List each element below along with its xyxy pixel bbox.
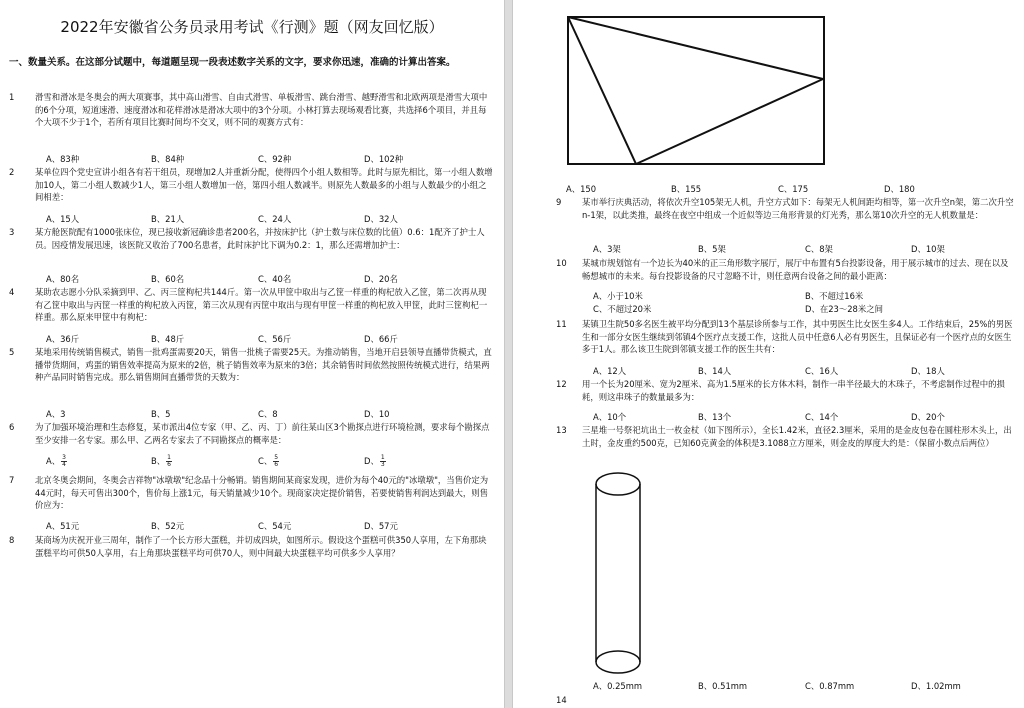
option-d: D、1.02mm [911, 681, 961, 691]
question-number: 9 [556, 197, 562, 207]
question-text: 某城市规划馆有一个边长为40米的正三角形数字展厅，展厅中布置有5台投影设备，用于展示城市的过去、现在以及畅想城市的未来。每台投影设备的尺寸忽略不计，则任意两台设备之间的最小距离： [582, 258, 1009, 281]
option-d: D、57元 [364, 521, 398, 531]
question-number: 1 [9, 92, 15, 102]
option-b: B、84种 [151, 154, 185, 164]
option-b: B、60名 [151, 274, 185, 284]
option-a: A、3 [46, 409, 66, 419]
option-a: A、10个 [593, 412, 627, 422]
fraction-d: $\frac{1}{3}$ [380, 454, 385, 468]
question-text: 某单位四个党史宣讲小组各有若干组员，现增加2人并重新分配，使得四个小组人数相等。此时与原先相比，第一小组人数增加10人，第二小组人数减少1人，第三小组人数增加一倍，第四小组人数减半。则原先人数最多的小组与人数最少的小组之间相差： [35, 167, 493, 202]
question-5 [9, 346, 493, 384]
question-text: 某市举行庆典活动，将依次升空105架无人机，升空方式如下：每架无人机间距均相等，第一次升空n架，第二次升空n-1架，以此类推，最终在夜空中组成一个近似等边三角形背景的灯光秀，那么第10次升空的无人机数量是： [582, 197, 1014, 220]
question-text: 用一个长为20厘米、宽为2厘米、高为1.5厘米的长方体木料，制作一串半径最大的木珠子，不考虑制作过程中的损耗，则这串珠子的数量最多为： [582, 379, 1005, 402]
option-c: C、175 [778, 184, 809, 194]
right-page [513, 0, 1024, 708]
option-b: B、155 [671, 184, 702, 194]
question-text: 三星堆一号祭祀坑出土一枚金杖（如下图所示），全长1.42米，直径2.3厘米，采用的是金皮包卷在圆柱形木头上，出土时，金皮重约500克，已知60克黄金的体积是3.1088立方厘米，则金皮的厚度大约是：（保留小数点后两位） [582, 425, 1012, 448]
option-c: C、8 [258, 409, 278, 419]
question-text: 某商场为庆祝开业三周年，制作了一个长方形大蛋糕，并切成四块，如图所示。假设这个蛋糕可供350人享用，左下角那块蛋糕平均可供50人享用，右上角那块蛋糕平均可供70人，则中间最大块蛋糕平均可供多少人享用？ [35, 535, 487, 558]
option-a: A、51元 [46, 521, 80, 531]
option-d: D、18人 [911, 366, 945, 376]
option-c: C、24人 [258, 214, 292, 224]
question-text: 为了加强环境治理和生态修复，某市派出4位专家（甲、乙、丙、丁）前往某山区3个勘探点进行环境检测，要求每个勘探点至少安排一名专家。那么甲、乙两名专家去了不同勘探点的概率是： [35, 422, 490, 445]
question-11 [556, 318, 1016, 356]
option-c: C、不超过20米 [593, 304, 652, 314]
option-d: D、在23～28米之间 [805, 304, 884, 314]
question-number: 12 [556, 379, 567, 389]
option-a: A、80名 [46, 274, 80, 284]
question-text: 滑雪和滑冰是冬奥会的两大项赛事，其中高山滑雪、自由式滑雪、单板滑雪、跳台滑雪、越野滑雪和北欧两项是滑雪大项中的6个分项，短道速滑、速度滑冰和花样滑冰是滑冰大项中的3个分项。小林打算去现场观看比赛，共选择6个项目，并且每个大项不少于1个，若所有项目比赛时间均不交叉，则不同的观赛方式有： [35, 92, 488, 127]
option-c: C、54元 [258, 521, 292, 531]
question-8 [9, 534, 493, 559]
question-text: 某助农志愿小分队采摘到甲、乙、丙三筐枸杞共144斤。第一次从甲筐中取出与乙筐一样重的枸杞放入乙筐，第二次再从现有乙筐中取出与丙筐一样重的枸杞放入丙筐，第三次从现有丙筐中取出与现有甲筐一样重的枸杞放入甲筐，此时三筐枸杞一样重。那么原来甲筐中有枸杞： [35, 287, 488, 322]
question-number: 10 [556, 258, 567, 268]
option-d: D、20个 [911, 412, 945, 422]
options-10 [593, 290, 1013, 316]
question-text: 某镇卫生院50多名医生被平均分配到13个基层诊所参与工作，其中男医生比女医生多4人。工作结束后，25%的男医生和一部分女医生继续到邻镇4个医疗点支援工作，这批人员中任意6人必有男医生，且保证必有一个医疗点的女医生多于1人。那么该卫生院到邻镇支援工作的医生共有： [582, 319, 1013, 354]
option-b: B、5架 [698, 244, 726, 254]
section-heading: 一、数量关系。在这部分试题中，每道题呈现一段表述数字关系的文字，要求你迅速，准确的计算出答案。 [9, 57, 456, 68]
question-number: 8 [9, 535, 15, 545]
option-a: A、 $\frac{3}{4}$ [46, 454, 66, 468]
option-b: B、 $\frac{1}{6}$ [151, 454, 171, 468]
question-12 [556, 378, 1016, 403]
option-c: C、 $\frac{5}{6}$ [258, 454, 279, 468]
option-d: D、20名 [364, 274, 398, 284]
option-a: A、150 [566, 184, 597, 194]
fraction-b: $\frac{1}{6}$ [167, 454, 171, 468]
option-b: B、48斤 [151, 334, 185, 344]
golden-staff-cylinder [593, 470, 643, 680]
option-d: D、10架 [911, 244, 945, 254]
question-10 [556, 257, 1016, 282]
option-c: C、16人 [805, 366, 839, 376]
option-b: B、0.51mm [698, 681, 748, 691]
option-a: A、12人 [593, 366, 627, 376]
option-b: B、13个 [698, 412, 732, 422]
question-6 [9, 421, 493, 446]
option-b: B、5 [151, 409, 171, 419]
question-number: 3 [9, 227, 15, 237]
option-c: C、14个 [805, 412, 839, 422]
option-d: D、10 [364, 409, 390, 419]
question-4 [9, 286, 493, 324]
question-3 [9, 226, 493, 251]
question-text: 北京冬奥会期间，冬奥会吉祥物"冰墩墩"纪念品十分畅销。销售期间某商家发现，进价为每个40元的"冰墩墩"，当售价定为44元时，每天可售出300个，售价每上涨1元，每天销量减少10个。现商家决定提价销售，若要使销售利润达到最大，则售价应为： [35, 475, 489, 510]
cake-diagram [567, 16, 825, 166]
option-b: B、14人 [698, 366, 732, 376]
question-1 [9, 91, 493, 129]
question-number: 11 [556, 319, 567, 329]
fraction-a: $\frac{3}{4}$ [62, 454, 66, 468]
option-c: C、56斤 [258, 334, 292, 344]
option-b: B、52元 [151, 521, 185, 531]
option-d: D、66斤 [364, 334, 398, 344]
option-b: B、不超过16米 [805, 291, 864, 301]
option-b: B、21人 [151, 214, 185, 224]
question-number: 5 [9, 347, 15, 357]
fraction-c: $\frac{5}{6}$ [274, 454, 279, 468]
page-gutter [504, 0, 513, 708]
question-number: 6 [9, 422, 15, 432]
option-d: D、180 [884, 184, 915, 194]
option-a: A、3架 [593, 244, 621, 254]
question-number: 4 [9, 287, 15, 297]
option-a: A、0.25mm [593, 681, 643, 691]
question-number: 14 [556, 695, 567, 705]
option-c: C、0.87mm [805, 681, 855, 691]
question-text: 某方舱医院配有1000张床位，现已接收新冠确诊患者200名，并按床护比（护士数与床位数的比值）0.6：1配齐了护士人员。因疫情发展迅速，该医院又收治了700名患者，此时床护比下调为0.2：1，那么还需增加护士： [35, 227, 485, 250]
question-7 [9, 474, 493, 512]
question-text: 某地采用传统销售模式，销售一批鸡蛋需要20天，销售一批桃子需要25天。为推动销售，当地开启县领导直播带货模式，直播带货期间，鸡蛋的销售效率提高为原来的2倍，桃子销售效率为原来的3倍；其余销售时间依然按照传统模式进行，结果两种产品同时销售完成。那么销售期间直播带货的天数为： [35, 347, 492, 382]
option-c: C、40名 [258, 274, 292, 284]
option-a: A、15人 [46, 214, 80, 224]
option-a: A、小于10米 [593, 291, 643, 301]
question-9 [556, 196, 1016, 221]
question-number: 13 [556, 425, 567, 435]
question-2 [9, 166, 493, 204]
option-a: A、83种 [46, 154, 80, 164]
left-page [0, 0, 504, 708]
option-c: C、8架 [805, 244, 833, 254]
option-d: D、 $\frac{1}{3}$ [364, 454, 385, 468]
question-13 [556, 424, 1016, 449]
option-a: A、36斤 [46, 334, 80, 344]
page-title: 2022年安徽省公务员录用考试《行测》题（网友回忆版） [60, 18, 444, 36]
option-d: D、102种 [364, 154, 404, 164]
question-number: 2 [9, 167, 15, 177]
question-number: 7 [9, 475, 15, 485]
option-c: C、92种 [258, 154, 292, 164]
option-d: D、32人 [364, 214, 398, 224]
